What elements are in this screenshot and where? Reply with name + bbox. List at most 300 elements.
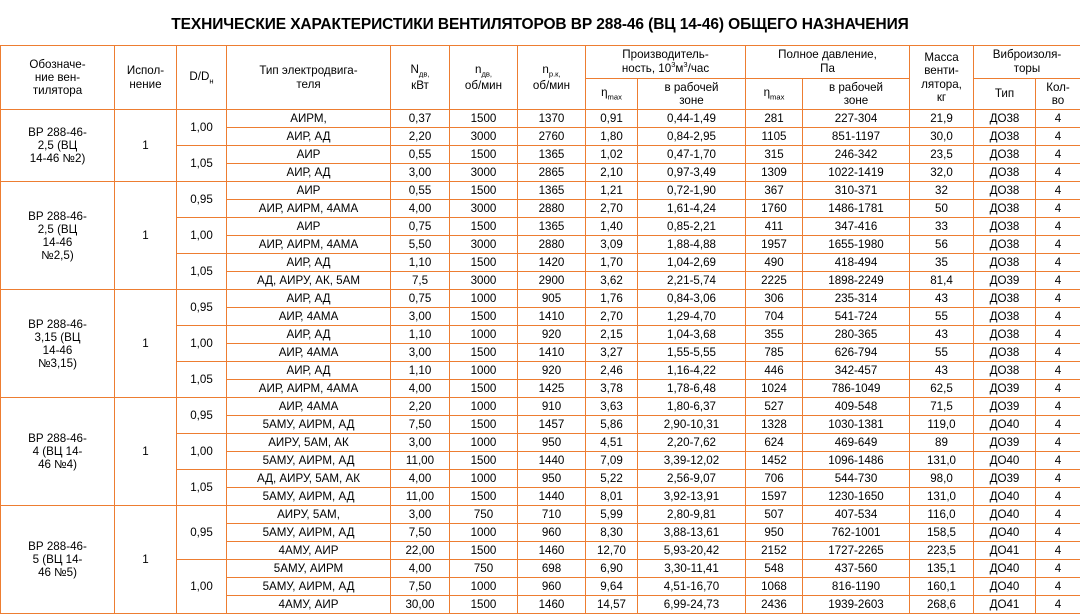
header-capacity-eta-sub: max bbox=[608, 92, 622, 101]
cell-capacity-max: 7,09 bbox=[586, 452, 638, 470]
cell-motor-rpm: 1000 bbox=[450, 362, 518, 380]
cell-capacity-max: 3,78 bbox=[586, 380, 638, 398]
cell-pressure-zone: 227-304 bbox=[803, 110, 910, 128]
header-motor-rpm-sub: дв, bbox=[481, 69, 492, 78]
cell-wheel-rpm: 2880 bbox=[518, 200, 586, 218]
cell-power: 4,00 bbox=[391, 560, 450, 578]
cell-pressure-max: 706 bbox=[746, 470, 803, 488]
cell-motor-rpm: 1000 bbox=[450, 290, 518, 308]
cell-capacity-max: 2,10 bbox=[586, 164, 638, 182]
header-capacity-zone-line2: зоне bbox=[679, 94, 703, 107]
header-vibro-group bbox=[974, 46, 1080, 79]
cell-power: 4,00 bbox=[391, 200, 450, 218]
cell-vibro-qty: 4 bbox=[1036, 254, 1080, 272]
cell-mass: 56 bbox=[910, 236, 974, 254]
cell-mass: 32 bbox=[910, 182, 974, 200]
cell-diameter-ratio: 1,05 bbox=[177, 362, 227, 398]
cell-mass: 98,0 bbox=[910, 470, 974, 488]
cell-motor-type: АИРМ, bbox=[227, 110, 391, 128]
cell-capacity-max: 8,01 bbox=[586, 488, 638, 506]
cell-pressure-max: 490 bbox=[746, 254, 803, 272]
cell-motor-rpm: 1500 bbox=[450, 146, 518, 164]
cell-mass: 21,9 bbox=[910, 110, 974, 128]
header-wheel-rpm bbox=[518, 46, 586, 110]
cell-motor-type: АИР bbox=[227, 218, 391, 236]
header-motor-rpm bbox=[450, 46, 518, 110]
cell-vibro-type: ДО38 bbox=[974, 254, 1036, 272]
cell-capacity-max: 5,22 bbox=[586, 470, 638, 488]
cell-pressure-max: 1597 bbox=[746, 488, 803, 506]
cell-capacity-zone: 1,04-3,68 bbox=[638, 326, 746, 344]
cell-vibro-type: ДО38 bbox=[974, 236, 1036, 254]
cell-capacity-zone: 3,30-11,41 bbox=[638, 560, 746, 578]
cell-motor-type: АИР, АД bbox=[227, 290, 391, 308]
cell-power: 11,00 bbox=[391, 488, 450, 506]
cell-diameter-ratio: 1,05 bbox=[177, 470, 227, 506]
cell-pressure-zone: 469-649 bbox=[803, 434, 910, 452]
cell-vibro-type: ДО40 bbox=[974, 416, 1036, 434]
cell-pressure-max: 704 bbox=[746, 308, 803, 326]
cell-motor-rpm: 3000 bbox=[450, 236, 518, 254]
cell-pressure-zone: 246-342 bbox=[803, 146, 910, 164]
cell-vibro-qty: 4 bbox=[1036, 434, 1080, 452]
cell-vibro-qty: 4 bbox=[1036, 182, 1080, 200]
cell-motor-rpm: 750 bbox=[450, 560, 518, 578]
header-power bbox=[391, 46, 450, 110]
header-diameter-ratio-main: D/D bbox=[189, 70, 209, 83]
cell-motor-type: 5АМУ, АИРМ, АД bbox=[227, 416, 391, 434]
cell-capacity-zone: 2,90-10,31 bbox=[638, 416, 746, 434]
cell-vibro-qty: 4 bbox=[1036, 164, 1080, 182]
cell-vibro-type: ДО38 bbox=[974, 344, 1036, 362]
cell-mass: 55 bbox=[910, 344, 974, 362]
cell-motor-type: АИР, АИРМ, 4АМА bbox=[227, 200, 391, 218]
cell-motor-type: АД, АИРУ, АК, 5АМ bbox=[227, 272, 391, 290]
header-motor-type-line1: Тип электродвига- bbox=[259, 64, 357, 77]
header-vibro-qty-line1: Кол- bbox=[1046, 81, 1070, 94]
cell-pressure-max: 2436 bbox=[746, 596, 803, 614]
cell-power: 4,00 bbox=[391, 380, 450, 398]
cell-mass: 160,1 bbox=[910, 578, 974, 596]
cell-capacity-zone: 1,55-5,55 bbox=[638, 344, 746, 362]
cell-capacity-zone: 1,61-4,24 bbox=[638, 200, 746, 218]
header-mass-line1: Масса bbox=[924, 51, 958, 64]
cell-capacity-max: 14,57 bbox=[586, 596, 638, 614]
cell-power: 0,75 bbox=[391, 290, 450, 308]
cell-wheel-rpm: 910 bbox=[518, 398, 586, 416]
cell-vibro-type: ДО38 bbox=[974, 128, 1036, 146]
cell-mass: 158,5 bbox=[910, 524, 974, 542]
cell-diameter-ratio: 0,95 bbox=[177, 290, 227, 326]
header-capacity-line4: /час bbox=[688, 62, 710, 75]
model-line: 4 (ВЦ 14- bbox=[33, 445, 83, 458]
cell-capacity-max: 9,64 bbox=[586, 578, 638, 596]
cell-capacity-zone: 1,80-6,37 bbox=[638, 398, 746, 416]
cell-capacity-max: 2,46 bbox=[586, 362, 638, 380]
model-line: 2,5 (ВЦ bbox=[38, 223, 78, 236]
cell-capacity-zone: 3,39-12,02 bbox=[638, 452, 746, 470]
cell-capacity-max: 3,62 bbox=[586, 272, 638, 290]
cell-motor-type: АИР, 4АМА bbox=[227, 308, 391, 326]
cell-motor-rpm: 1000 bbox=[450, 470, 518, 488]
cell-motor-type: АИР, 4АМА bbox=[227, 398, 391, 416]
cell-vibro-qty: 4 bbox=[1036, 524, 1080, 542]
cell-vibro-qty: 4 bbox=[1036, 326, 1080, 344]
cell-motor-rpm: 1000 bbox=[450, 326, 518, 344]
cell-motor-rpm: 1500 bbox=[450, 218, 518, 236]
cell-capacity-zone: 3,92-13,91 bbox=[638, 488, 746, 506]
cell-motor-rpm: 1000 bbox=[450, 434, 518, 452]
cell-pressure-max: 785 bbox=[746, 344, 803, 362]
header-model bbox=[1, 46, 115, 110]
header-row-top bbox=[1, 46, 1080, 79]
cell-motor-type: АИР, АД bbox=[227, 128, 391, 146]
cell-wheel-rpm: 2865 bbox=[518, 164, 586, 182]
cell-capacity-max: 1,02 bbox=[586, 146, 638, 164]
cell-mass: 268,6 bbox=[910, 596, 974, 614]
cell-wheel-rpm: 1410 bbox=[518, 308, 586, 326]
cell-power: 3,00 bbox=[391, 434, 450, 452]
cell-capacity-zone: 2,80-9,81 bbox=[638, 506, 746, 524]
cell-motor-rpm: 3000 bbox=[450, 164, 518, 182]
cell-mass: 33 bbox=[910, 218, 974, 236]
cell-vibro-qty: 4 bbox=[1036, 488, 1080, 506]
cell-motor-type: АИР, АИРМ, 4АМА bbox=[227, 380, 391, 398]
header-pressure-zone bbox=[803, 78, 910, 110]
header-mass-line4: кг bbox=[937, 91, 946, 104]
cell-wheel-rpm: 1457 bbox=[518, 416, 586, 434]
cell-pressure-zone: 816-1190 bbox=[803, 578, 910, 596]
cell-motor-rpm: 1000 bbox=[450, 524, 518, 542]
header-capacity-line2-wrap bbox=[622, 62, 709, 75]
cell-wheel-rpm: 920 bbox=[518, 362, 586, 380]
cell-capacity-max: 2,70 bbox=[586, 308, 638, 326]
cell-pressure-max: 2225 bbox=[746, 272, 803, 290]
cell-pressure-max: 306 bbox=[746, 290, 803, 308]
cell-pressure-max: 1328 bbox=[746, 416, 803, 434]
cell-capacity-max: 1,70 bbox=[586, 254, 638, 272]
cell-mass: 116,0 bbox=[910, 506, 974, 524]
cell-vibro-type: ДО40 bbox=[974, 560, 1036, 578]
cell-motor-rpm: 1500 bbox=[450, 452, 518, 470]
cell-mass: 35 bbox=[910, 254, 974, 272]
cell-pressure-zone: 407-534 bbox=[803, 506, 910, 524]
header-model-line2: ние вен- bbox=[35, 71, 80, 84]
cell-wheel-rpm: 1440 bbox=[518, 488, 586, 506]
cell-power: 1,10 bbox=[391, 362, 450, 380]
cell-wheel-rpm: 905 bbox=[518, 290, 586, 308]
cell-vibro-type: ДО38 bbox=[974, 110, 1036, 128]
header-vibro-qty-line2: во bbox=[1052, 94, 1064, 107]
header-capacity-zone-line1: в рабочей bbox=[664, 81, 718, 94]
cell-capacity-zone: 0,97-3,49 bbox=[638, 164, 746, 182]
cell-capacity-zone: 0,47-1,70 bbox=[638, 146, 746, 164]
cell-vibro-qty: 4 bbox=[1036, 452, 1080, 470]
cell-capacity-max: 12,70 bbox=[586, 542, 638, 560]
cell-pressure-max: 367 bbox=[746, 182, 803, 200]
header-model-line3: тилятора bbox=[33, 84, 82, 97]
cell-vibro-type: ДО40 bbox=[974, 578, 1036, 596]
cell-mass: 62,5 bbox=[910, 380, 974, 398]
header-capacity-sup1: 3 bbox=[671, 60, 675, 69]
cell-pressure-max: 507 bbox=[746, 506, 803, 524]
header-pressure-eta-sub: max bbox=[770, 92, 784, 101]
cell-vibro-qty: 4 bbox=[1036, 542, 1080, 560]
cell-wheel-rpm: 1420 bbox=[518, 254, 586, 272]
cell-mass: 131,0 bbox=[910, 488, 974, 506]
model-line: 2,5 (ВЦ bbox=[38, 139, 78, 152]
model-line: ВР 288-46- bbox=[28, 432, 87, 445]
header-capacity-line2: ность, 10 bbox=[622, 62, 671, 75]
header-execution bbox=[115, 46, 177, 110]
cell-vibro-qty: 4 bbox=[1036, 146, 1080, 164]
cell-model bbox=[1, 506, 115, 614]
cell-mass: 50 bbox=[910, 200, 974, 218]
model-line: ВР 288-46- bbox=[28, 540, 87, 553]
cell-motor-type: АД, АИРУ, 5АМ, АК bbox=[227, 470, 391, 488]
cell-mass: 30,0 bbox=[910, 128, 974, 146]
cell-power: 4,00 bbox=[391, 470, 450, 488]
cell-motor-rpm: 1500 bbox=[450, 542, 518, 560]
header-power-unit: кВт bbox=[411, 79, 429, 92]
cell-vibro-type: ДО38 bbox=[974, 362, 1036, 380]
cell-pressure-max: 950 bbox=[746, 524, 803, 542]
cell-pressure-zone: 347-416 bbox=[803, 218, 910, 236]
cell-pressure-max: 355 bbox=[746, 326, 803, 344]
cell-motor-type: 4АМУ, АИР bbox=[227, 596, 391, 614]
cell-motor-type: 5АМУ, АИРМ, АД bbox=[227, 578, 391, 596]
header-capacity-line1: Производитель- bbox=[622, 48, 708, 61]
cell-pressure-max: 446 bbox=[746, 362, 803, 380]
cell-capacity-max: 3,27 bbox=[586, 344, 638, 362]
model-line: 46 №4) bbox=[38, 458, 77, 471]
cell-capacity-max: 6,90 bbox=[586, 560, 638, 578]
header-diameter-ratio bbox=[177, 46, 227, 110]
cell-wheel-rpm: 1460 bbox=[518, 542, 586, 560]
cell-power: 3,00 bbox=[391, 308, 450, 326]
cell-model bbox=[1, 398, 115, 506]
cell-pressure-max: 1957 bbox=[746, 236, 803, 254]
cell-capacity-zone: 0,44-1,49 bbox=[638, 110, 746, 128]
cell-power: 2,20 bbox=[391, 128, 450, 146]
header-motor-rpm-symbol: n bbox=[475, 63, 481, 76]
cell-capacity-max: 5,86 bbox=[586, 416, 638, 434]
cell-diameter-ratio: 0,95 bbox=[177, 182, 227, 218]
cell-model bbox=[1, 110, 115, 182]
cell-motor-type: АИРУ, 5АМ, bbox=[227, 506, 391, 524]
cell-vibro-type: ДО39 bbox=[974, 398, 1036, 416]
cell-capacity-max: 5,99 bbox=[586, 506, 638, 524]
cell-pressure-zone: 1939-2603 bbox=[803, 596, 910, 614]
cell-pressure-max: 1760 bbox=[746, 200, 803, 218]
cell-pressure-zone: 851-1197 bbox=[803, 128, 910, 146]
cell-capacity-max: 4,51 bbox=[586, 434, 638, 452]
cell-mass: 43 bbox=[910, 326, 974, 344]
table-body bbox=[1, 110, 1080, 614]
cell-vibro-qty: 4 bbox=[1036, 200, 1080, 218]
cell-vibro-qty: 4 bbox=[1036, 398, 1080, 416]
cell-vibro-qty: 4 bbox=[1036, 218, 1080, 236]
cell-power: 7,50 bbox=[391, 524, 450, 542]
cell-motor-rpm: 1500 bbox=[450, 416, 518, 434]
cell-capacity-max: 3,63 bbox=[586, 398, 638, 416]
cell-wheel-rpm: 2880 bbox=[518, 236, 586, 254]
cell-capacity-zone: 4,51-16,70 bbox=[638, 578, 746, 596]
cell-execution: 1 bbox=[115, 110, 177, 182]
cell-capacity-zone: 1,88-4,88 bbox=[638, 236, 746, 254]
cell-wheel-rpm: 960 bbox=[518, 524, 586, 542]
cell-wheel-rpm: 950 bbox=[518, 434, 586, 452]
header-pressure-line2: Па bbox=[820, 62, 835, 75]
cell-pressure-max: 624 bbox=[746, 434, 803, 452]
cell-pressure-max: 411 bbox=[746, 218, 803, 236]
cell-motor-rpm: 750 bbox=[450, 506, 518, 524]
header-power-symbol: N bbox=[411, 63, 419, 76]
header-vibro-qty bbox=[1036, 78, 1080, 110]
cell-vibro-type: ДО41 bbox=[974, 596, 1036, 614]
cell-vibro-type: ДО40 bbox=[974, 452, 1036, 470]
cell-power: 5,50 bbox=[391, 236, 450, 254]
cell-capacity-max: 8,30 bbox=[586, 524, 638, 542]
header-power-sub: дв, bbox=[419, 69, 430, 78]
cell-pressure-max: 527 bbox=[746, 398, 803, 416]
header-wheel-rpm-unit: об/мин bbox=[533, 79, 570, 92]
cell-motor-rpm: 1500 bbox=[450, 182, 518, 200]
cell-vibro-type: ДО38 bbox=[974, 326, 1036, 344]
cell-motor-type: АИР, АИРМ, 4АМА bbox=[227, 236, 391, 254]
header-capacity-max bbox=[586, 78, 638, 110]
cell-pressure-zone: 544-730 bbox=[803, 470, 910, 488]
cell-vibro-qty: 4 bbox=[1036, 110, 1080, 128]
cell-capacity-zone: 6,99-24,73 bbox=[638, 596, 746, 614]
cell-vibro-type: ДО38 bbox=[974, 200, 1036, 218]
cell-pressure-max: 1309 bbox=[746, 164, 803, 182]
cell-capacity-zone: 1,29-4,70 bbox=[638, 308, 746, 326]
cell-vibro-qty: 4 bbox=[1036, 362, 1080, 380]
cell-wheel-rpm: 1370 bbox=[518, 110, 586, 128]
cell-pressure-zone: 1096-1486 bbox=[803, 452, 910, 470]
cell-vibro-qty: 4 bbox=[1036, 470, 1080, 488]
page-title: ТЕХНИЧЕСКИЕ ХАРАКТЕРИСТИКИ ВЕНТИЛЯТОРОВ ВР 288-46 (ВЦ 14-46) ОБЩЕГО НАЗНАЧЕНИЯ bbox=[0, 0, 1080, 45]
header-motor-type bbox=[227, 46, 391, 110]
cell-wheel-rpm: 1365 bbox=[518, 182, 586, 200]
cell-motor-rpm: 1000 bbox=[450, 578, 518, 596]
cell-mass: 131,0 bbox=[910, 452, 974, 470]
cell-motor-rpm: 3000 bbox=[450, 200, 518, 218]
cell-model bbox=[1, 290, 115, 398]
cell-power: 1,10 bbox=[391, 326, 450, 344]
model-line: №2,5) bbox=[41, 249, 73, 262]
cell-capacity-zone: 5,93-20,42 bbox=[638, 542, 746, 560]
cell-wheel-rpm: 960 bbox=[518, 578, 586, 596]
header-mass bbox=[910, 46, 974, 110]
cell-mass: 135,1 bbox=[910, 560, 974, 578]
cell-vibro-qty: 4 bbox=[1036, 560, 1080, 578]
cell-wheel-rpm: 1365 bbox=[518, 218, 586, 236]
cell-mass: 23,5 bbox=[910, 146, 974, 164]
cell-capacity-zone: 1,78-6,48 bbox=[638, 380, 746, 398]
header-vibro-line1: Виброизоля- bbox=[993, 48, 1062, 61]
cell-pressure-zone: 1022-1419 bbox=[803, 164, 910, 182]
cell-capacity-max: 2,70 bbox=[586, 200, 638, 218]
cell-pressure-zone: 409-548 bbox=[803, 398, 910, 416]
cell-mass: 81,4 bbox=[910, 272, 974, 290]
cell-vibro-type: ДО40 bbox=[974, 488, 1036, 506]
table-row bbox=[1, 506, 1080, 524]
header-vibro-line2: торы bbox=[1014, 62, 1040, 75]
model-line: №3,15) bbox=[38, 357, 77, 370]
cell-wheel-rpm: 1425 bbox=[518, 380, 586, 398]
cell-motor-rpm: 1000 bbox=[450, 398, 518, 416]
header-capacity-group bbox=[586, 46, 746, 79]
cell-vibro-type: ДО40 bbox=[974, 524, 1036, 542]
cell-motor-type: АИР, АД bbox=[227, 326, 391, 344]
cell-vibro-type: ДО39 bbox=[974, 434, 1036, 452]
cell-pressure-max: 1068 bbox=[746, 578, 803, 596]
cell-diameter-ratio: 1,00 bbox=[177, 110, 227, 146]
cell-motor-rpm: 1500 bbox=[450, 308, 518, 326]
cell-capacity-max: 1,21 bbox=[586, 182, 638, 200]
header-diameter-ratio-sub: н bbox=[209, 76, 213, 85]
header-capacity-eta: η bbox=[601, 86, 607, 99]
cell-wheel-rpm: 1410 bbox=[518, 344, 586, 362]
cell-capacity-zone: 0,85-2,21 bbox=[638, 218, 746, 236]
cell-mass: 71,5 bbox=[910, 398, 974, 416]
cell-motor-type: 4АМУ, АИР bbox=[227, 542, 391, 560]
cell-motor-rpm: 1500 bbox=[450, 344, 518, 362]
cell-power: 0,75 bbox=[391, 218, 450, 236]
cell-pressure-max: 315 bbox=[746, 146, 803, 164]
cell-power: 0,55 bbox=[391, 146, 450, 164]
cell-vibro-type: ДО39 bbox=[974, 380, 1036, 398]
cell-motor-type: 5АМУ, АИРМ bbox=[227, 560, 391, 578]
cell-vibro-qty: 4 bbox=[1036, 290, 1080, 308]
model-line: 14-46 №2) bbox=[30, 152, 86, 165]
cell-motor-rpm: 1500 bbox=[450, 254, 518, 272]
model-line: ВР 288-46- bbox=[28, 126, 87, 139]
header-mass-line3: лятора, bbox=[921, 78, 962, 91]
cell-pressure-zone: 342-457 bbox=[803, 362, 910, 380]
cell-vibro-type: ДО38 bbox=[974, 308, 1036, 326]
cell-diameter-ratio: 1,05 bbox=[177, 254, 227, 290]
cell-capacity-zone: 2,56-9,07 bbox=[638, 470, 746, 488]
cell-wheel-rpm: 698 bbox=[518, 560, 586, 578]
cell-pressure-zone: 418-494 bbox=[803, 254, 910, 272]
cell-pressure-max: 281 bbox=[746, 110, 803, 128]
cell-wheel-rpm: 2900 bbox=[518, 272, 586, 290]
cell-capacity-max: 0,91 bbox=[586, 110, 638, 128]
cell-execution: 1 bbox=[115, 182, 177, 290]
model-line: 3,15 (ВЦ bbox=[35, 331, 81, 344]
cell-pressure-zone: 437-560 bbox=[803, 560, 910, 578]
cell-mass: 55 bbox=[910, 308, 974, 326]
cell-power: 3,00 bbox=[391, 344, 450, 362]
header-mass-line2: венти- bbox=[924, 64, 959, 77]
cell-motor-type: 5АМУ, АИРМ, АД bbox=[227, 488, 391, 506]
cell-vibro-qty: 4 bbox=[1036, 272, 1080, 290]
cell-pressure-max: 2152 bbox=[746, 542, 803, 560]
cell-motor-type: 5АМУ, АИРМ, АД bbox=[227, 452, 391, 470]
cell-pressure-zone: 1486-1781 bbox=[803, 200, 910, 218]
cell-vibro-qty: 4 bbox=[1036, 308, 1080, 326]
table-row bbox=[1, 110, 1080, 128]
cell-vibro-qty: 4 bbox=[1036, 236, 1080, 254]
cell-diameter-ratio: 1,00 bbox=[177, 326, 227, 362]
cell-pressure-zone: 786-1049 bbox=[803, 380, 910, 398]
model-line: ВР 288-46- bbox=[28, 318, 87, 331]
cell-power: 3,00 bbox=[391, 506, 450, 524]
cell-pressure-zone: 1030-1381 bbox=[803, 416, 910, 434]
